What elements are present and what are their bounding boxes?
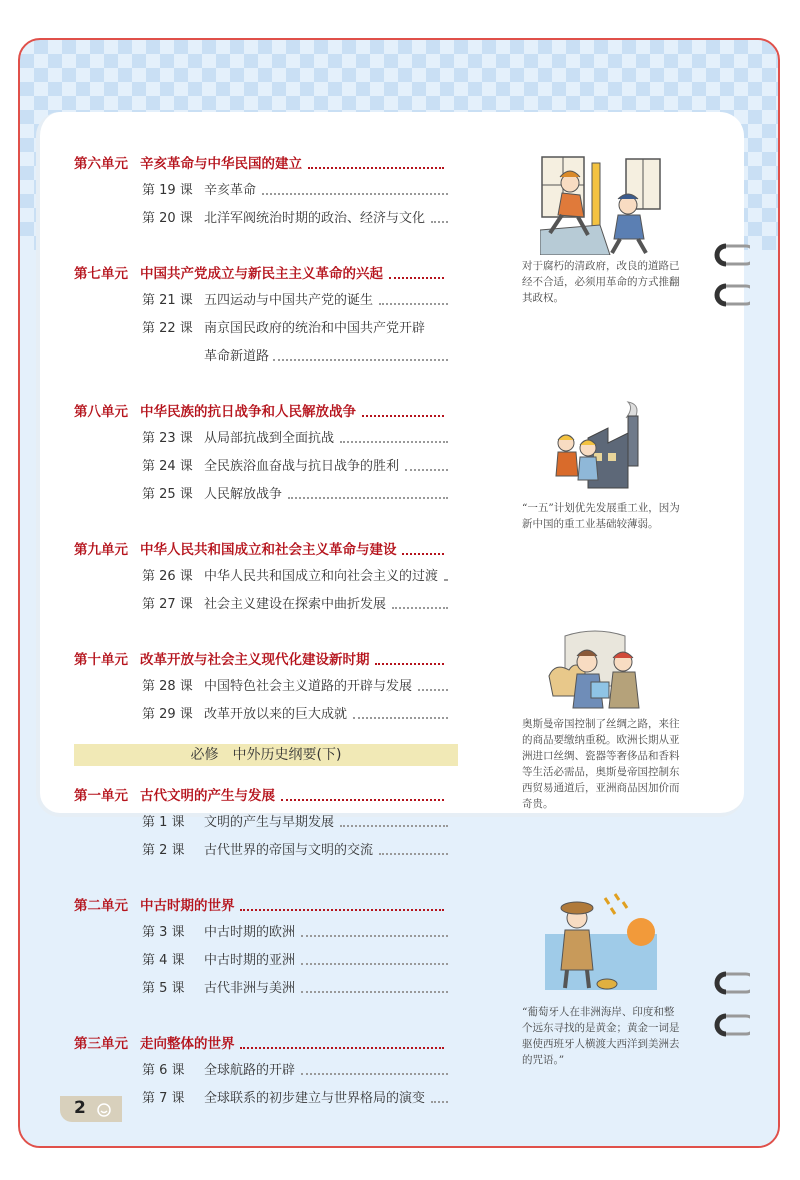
unit-label: 第十单元 [74, 652, 128, 668]
unit-label: 第六单元 [74, 156, 128, 172]
lesson-title: 五四运动与中国共产党的诞生 [204, 293, 374, 308]
illustration-caption: 奥斯曼帝国控制了丝绸之路，来往的商品要缴纳重税。欧洲长期从亚洲进口丝绸、瓷器等奢侈品和香料等生活必需品，奥斯曼帝国控制东西贸易通道后，亚洲商品因加价而奇贵。 [522, 718, 680, 810]
lesson-number: 第 6 课 [142, 1063, 185, 1078]
lesson-number: 第 22 课 [142, 321, 193, 336]
leader-dots [405, 469, 448, 471]
leader-dots [240, 1047, 444, 1049]
unit-title: 古代文明的产生与发展 [140, 788, 275, 804]
lesson-title: 中国特色社会主义道路的开辟与发展 [204, 679, 413, 694]
leader-dots [379, 303, 448, 305]
lesson-number: 第 28 课 [142, 679, 193, 694]
lesson-title: 中古时期的欧洲 [204, 925, 296, 940]
unit-label: 第七单元 [74, 266, 128, 282]
revolution-illustration [540, 155, 662, 255]
explorer-illustration [545, 884, 657, 990]
unit-title: 中华人民共和国成立和社会主义革命与建设 [140, 542, 397, 558]
lesson-title: 北洋军阀统治时期的政治、经济与文化 [204, 211, 426, 226]
unit-title: 中国共产党成立与新民主主义革命的兴起 [140, 266, 383, 282]
leader-dots [418, 689, 448, 691]
lesson-number: 第 27 课 [142, 597, 193, 612]
lesson-number: 第 3 课 [142, 925, 185, 940]
unit-title: 中古时期的世界 [140, 898, 235, 914]
unit-label: 第一单元 [74, 788, 128, 804]
leader-dots [444, 579, 448, 581]
lesson-number: 第 7 课 [142, 1091, 185, 1106]
page-number: 2 [74, 1098, 86, 1118]
unit-label: 第八单元 [74, 404, 128, 420]
lesson-title: 从局部抗战到全面抗战 [204, 431, 335, 446]
leader-dots [431, 1101, 448, 1103]
lesson-title: 辛亥革命 [204, 183, 257, 198]
lesson-number: 第 1 课 [142, 815, 185, 830]
lesson-title: 全球航路的开辟 [204, 1063, 296, 1078]
leader-dots [308, 167, 444, 169]
leader-dots [389, 277, 444, 279]
binder-ring-icon [706, 240, 750, 270]
leader-dots [340, 825, 448, 827]
leader-dots [362, 415, 444, 417]
lesson-number: 第 2 课 [142, 843, 185, 858]
illustration-caption: “葡萄牙人在非洲海岸、印度和整个远东寻找的是黄金；黄金一词是驱使西班牙人横渡大西洋到美洲去的咒语。” [522, 1006, 680, 1066]
lesson-number: 第 21 课 [142, 293, 193, 308]
binder-ring-icon [706, 280, 750, 310]
leader-dots [431, 221, 448, 223]
lesson-title: 社会主义建设在探索中曲折发展 [204, 597, 387, 612]
illustration-caption: 对于腐朽的清政府，改良的道路已经不合适，必须用革命的方式推翻其政权。 [522, 260, 680, 304]
unit-label: 第二单元 [74, 898, 128, 914]
lesson-title: 文明的产生与早期发展 [204, 815, 335, 830]
leader-dots [340, 441, 448, 443]
lesson-number: 第 23 课 [142, 431, 193, 446]
leader-dots [301, 963, 448, 965]
lesson-number: 第 20 课 [142, 211, 193, 226]
unit-title: 中华民族的抗日战争和人民解放战争 [140, 404, 356, 420]
leader-dots [262, 193, 448, 195]
leader-dots [301, 991, 448, 993]
lesson-title: 全球联系的初步建立与世界格局的演变 [204, 1091, 426, 1106]
leader-dots [301, 935, 448, 937]
leader-dots [273, 359, 448, 361]
factory-illustration [548, 398, 658, 496]
leader-dots [375, 663, 444, 665]
unit-label: 第三单元 [74, 1036, 128, 1052]
illustration-caption: “一五”计划优先发展重工业，因为新中国的重工业基础较薄弱。 [522, 502, 680, 530]
page-number-tab [60, 1096, 122, 1122]
lesson-title: 古代非洲与美洲 [204, 981, 296, 996]
lesson-number: 第 24 课 [142, 459, 193, 474]
silk-road-illustration [545, 626, 657, 712]
lesson-title: 人民解放战争 [204, 487, 283, 502]
binder-ring-icon [706, 1010, 750, 1040]
leader-dots [353, 717, 448, 719]
binder-ring-icon [706, 968, 750, 998]
unit-label: 第九单元 [74, 542, 128, 558]
leader-dots [240, 909, 444, 911]
leader-dots [301, 1073, 448, 1075]
leader-dots [392, 607, 448, 609]
unit-title: 走向整体的世界 [140, 1036, 235, 1052]
lesson-title: 改革开放以来的巨大成就 [204, 707, 348, 722]
lesson-title: 中华人民共和国成立和向社会主义的过渡 [204, 569, 439, 584]
unit-title: 辛亥革命与中华民国的建立 [140, 156, 302, 172]
lesson-number: 第 26 课 [142, 569, 193, 584]
lesson-number: 第 25 课 [142, 487, 193, 502]
lesson-title: 中古时期的亚洲 [204, 953, 296, 968]
lesson-title: 全民族浴血奋战与抗日战争的胜利 [204, 459, 400, 474]
leader-dots [281, 799, 444, 801]
lesson-number: 第 4 课 [142, 953, 185, 968]
lesson-number: 第 5 课 [142, 981, 185, 996]
lesson-number: 第 29 课 [142, 707, 193, 722]
smile-icon [96, 1102, 112, 1118]
lesson-number: 第 19 课 [142, 183, 193, 198]
leader-dots [288, 497, 448, 499]
leader-dots [379, 853, 448, 855]
unit-title: 改革开放与社会主义现代化建设新时期 [140, 652, 370, 668]
lesson-title-cont: 革命新道路 [204, 349, 270, 364]
lesson-title: 古代世界的帝国与文明的交流 [204, 843, 374, 858]
section-band-title: 必修 中外历史纲要(下) [190, 747, 342, 763]
leader-dots [402, 553, 444, 555]
lesson-title: 南京国民政府的统治和中国共产党开辟 [204, 321, 426, 336]
